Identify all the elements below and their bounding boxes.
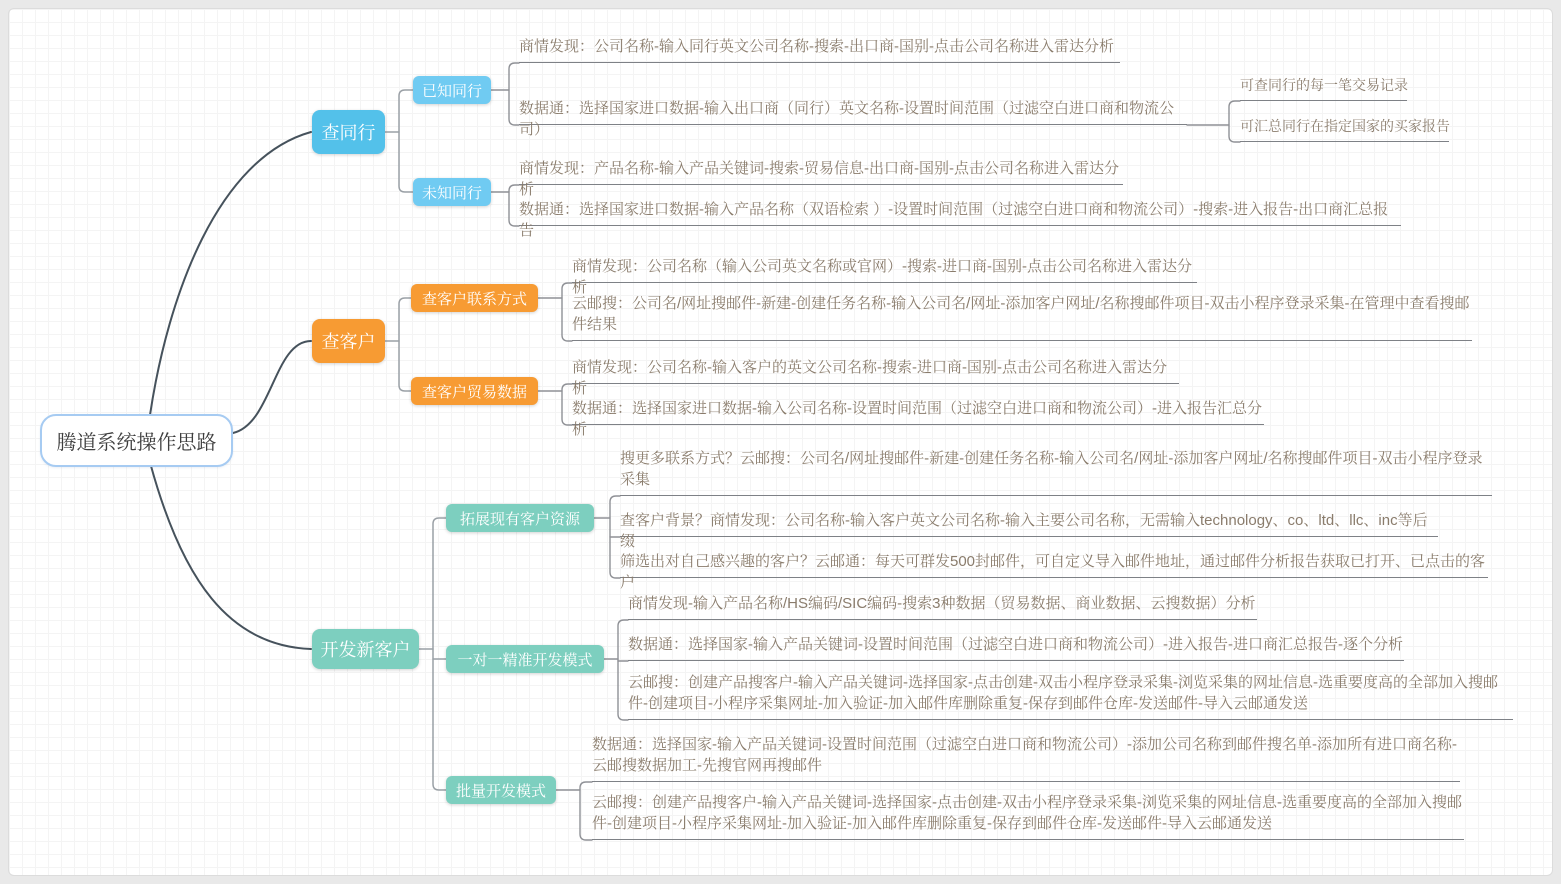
subbranch-node-kehu-lianxifangshi[interactable]: 查客户联系方式: [411, 284, 538, 312]
subbranch-node-yiduiyi-jingzhun[interactable]: 一对一精准开发模式: [446, 645, 604, 673]
subbranch-node-weizhi-tonghang[interactable]: 未知同行: [413, 178, 491, 206]
leaf-node[interactable]: 商情发现：公司名称（输入公司英文名称或官网）-搜索-进口商-国别-点击公司名称进入雷达分析: [572, 256, 1197, 283]
subbranch-node-tuozhan-kehuziyuan[interactable]: 拓展现有客户资源: [446, 504, 594, 532]
leaf-node[interactable]: 云邮搜：公司名/网址搜邮件-新建-创建任务名称-输入公司名/网址-添加客户网址/名称搜邮件项目-双击小程序登录采集-在管理中查看搜邮件结果: [572, 293, 1472, 341]
leaf-node[interactable]: 查客户背景？商情发现：公司名称-输入客户英文公司名称-输入主要公司名称，无需输入technology、co、ltd、llc、inc等后缀: [620, 510, 1438, 537]
leaf-node[interactable]: 商情发现：公司名称-输入同行英文公司名称-搜索-出口商-国别-点击公司名称进入雷达分析: [519, 36, 1120, 63]
root-node[interactable]: 腾道系统操作思路: [40, 414, 233, 467]
leaf-node[interactable]: 可汇总同行在指定国家的买家报告: [1240, 116, 1449, 142]
subbranch-node-piliang-kaifa[interactable]: 批量开发模式: [446, 776, 556, 804]
branch-node-chatonghang[interactable]: 查同行: [312, 110, 385, 154]
leaf-node[interactable]: 云邮搜：创建产品搜客户-输入产品关键词-选择国家-点击创建-双击小程序登录采集-浏览采集的网址信息-选重要度高的全部加入搜邮件-创建项目-小程序采集网址-加入验证-加入邮件库删除重复-保存到邮件仓库-发送邮件-导入云邮通发送: [592, 792, 1464, 840]
leaf-node[interactable]: 商情发现：产品名称-输入产品关键词-搜索-贸易信息-出口商-国别-点击公司名称进入雷达分析: [519, 158, 1123, 185]
subbranch-node-yizhi-tonghang[interactable]: 已知同行: [413, 76, 491, 104]
branch-node-chakehu[interactable]: 查客户: [312, 319, 385, 363]
subbranch-node-kehu-maoyishuju[interactable]: 查客户贸易数据: [411, 377, 538, 405]
leaf-node[interactable]: 数据通：选择国家进口数据-输入公司名称-设置时间范围（过滤空白进口商和物流公司）-进入报告汇总分析: [572, 400, 1262, 438]
leaf-node[interactable]: 数据通：选择国家-输入产品关键词-设置时间范围（过滤空白进口商和物流公司）-进入报告-进口商汇总报告-逐个分析: [628, 634, 1404, 661]
leaf-node[interactable]: 搜更多联系方式？云邮搜：公司名/网址搜邮件-新建-创建任务名称-输入公司名/网址-添加客户网址/名称搜邮件项目-双击小程序登录采集: [620, 448, 1492, 496]
leaf-node[interactable]: 商情发现：公司名称-输入客户的英文公司名称-搜索-进口商-国别-点击公司名称进入雷达分析: [572, 357, 1179, 384]
leaf-node[interactable]: 可查同行的每一笔交易记录: [1240, 75, 1407, 101]
leaf-node[interactable]: 数据通：选择国家进口数据-输入出口商（同行）英文名称-设置时间范围（过滤空白进口商和物流公司）: [519, 98, 1187, 125]
branch-node-kaifaxinkehu[interactable]: 开发新客户: [312, 629, 419, 669]
leaf-node[interactable]: 数据通：选择国家进口数据-输入产品名称（双语检索 ）-设置时间范围（过滤空白进口商和物流公司）-搜索-进入报告-出口商汇总报告: [519, 199, 1401, 226]
leaf-node[interactable]: 商情发现-输入产品名称/HS编码/SIC编码-搜索3种数据（贸易数据、商业数据、云搜数据）分析: [628, 593, 1257, 620]
leaf-node[interactable]: 云邮搜：创建产品搜客户-输入产品关键词-选择国家-点击创建-双击小程序登录采集-浏览采集的网址信息-选重要度高的全部加入搜邮件-创建项目-小程序采集网址-加入验证-加入邮件库删除重复-保存到邮件仓库-发送邮件-导入云邮通发送: [628, 672, 1513, 720]
leaf-node[interactable]: 筛选出对自己感兴趣的客户？云邮通：每天可群发500封邮件，可自定义导入邮件地址，通过邮件分析报告获取已打开、已点击的客户: [620, 551, 1488, 578]
leaf-node[interactable]: 数据通：选择国家-输入产品关键词-设置时间范围（过滤空白进口商和物流公司）-添加公司名称到邮件搜名单-添加所有进口商名称-云邮搜数据加工-先搜官网再搜邮件: [592, 734, 1460, 782]
